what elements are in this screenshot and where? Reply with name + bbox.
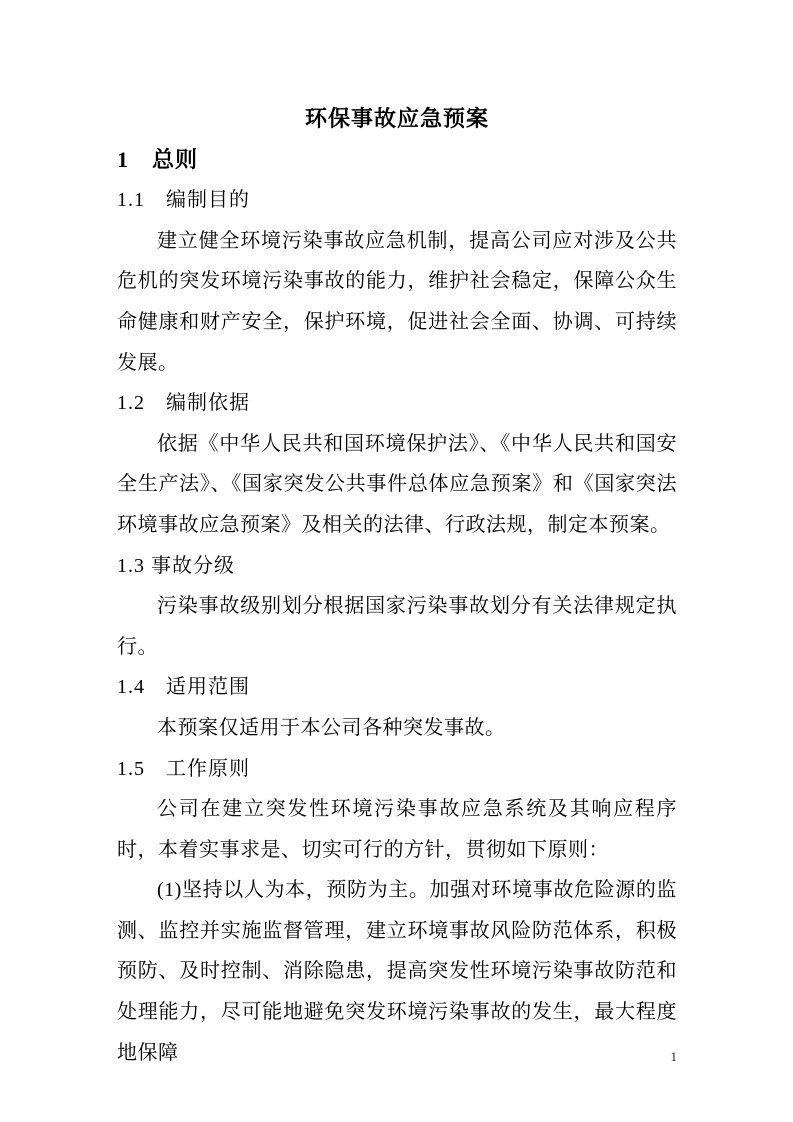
paragraph-1-2: 依据《中华人民共和国环境保护法》、《中华人民共和国安全生产法》、《国家突发公共事件总体应急预案》和《国家突法环境事故应急预案》及相关的法律、行政法规，制定本预案。 [117,432,677,536]
heading-1-3-grading: 1.3 事故分级 [117,554,235,577]
document-body [117,99,677,1073]
page-number: 1 [670,1049,677,1064]
heading-1-4-scope: 1.4 适用范围 [117,676,250,699]
heading-1-zongze: 1 总则 [117,146,199,172]
paragraph-1-4: 本预案仅适用于本公司各种突发事故。 [157,716,506,739]
paragraph-principle-1: (1)坚持以人为本，预防为主。加强对环境事故危险源的监测、监控并实施监督管理，建立环境事故风险防范体系，积极预防、及时控制、消除隐患，提高突发性环境污染事故防范和处理能力，尽可能地避免突发环境污染事故的发生，最大程度地保障 [117,879,677,1064]
paragraph-1-1: 建立健全环境污染事故应急机制，提高公司应对涉及公共危机的突发环境污染事故的能力，维护社会稳定，保障公众生命健康和财产安全，保护环境，促进社会全面、协调、可持续发展。 [117,229,677,374]
heading-1-1-purpose: 1.1 编制目的 [117,189,250,212]
heading-1-5-principles: 1.5 工作原则 [117,757,250,780]
paragraph-1-3: 污染事故级别划分根据国家污染事故划分有关法律规定执行。 [117,595,677,658]
paragraph-1-5: 公司在建立突发性环境污染事故应急系统及其响应程序时，本着实事求是、切实可行的方针，贯彻如下原则： [117,798,677,861]
heading-1-2-basis: 1.2 编制依据 [117,392,250,415]
page-title: 环保事故应急预案 [304,106,489,131]
